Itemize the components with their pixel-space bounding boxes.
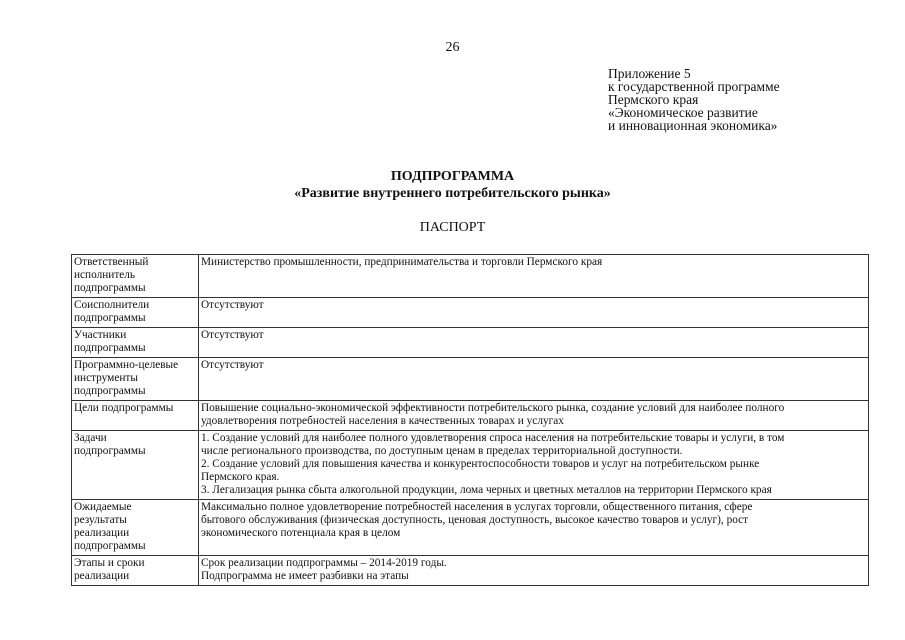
row-label-line: Программно-целевые (74, 359, 179, 371)
row-value-line: экономического потенциала края в целом (201, 527, 401, 539)
row-label-line: подпрограммы (74, 385, 146, 397)
row-value-line: Срок реализации подпрограммы – 2014-2019 годы. (201, 557, 447, 569)
row-value-cell (199, 328, 869, 358)
row-label-cell (72, 556, 199, 586)
row-label-line: Этапы и сроки (74, 557, 145, 569)
row-label-line: Соисполнители (74, 299, 150, 311)
row-label-line: подпрограммы (74, 540, 146, 552)
row-label-cell (72, 500, 199, 556)
row-value-cell (199, 298, 869, 328)
table-row (72, 401, 869, 431)
appendix-line: «Экономическое развитие (608, 105, 758, 120)
row-value-cell (199, 431, 869, 500)
row-label-line: реализации (74, 527, 130, 539)
table-row (72, 255, 869, 298)
row-value-line: бытового обслуживания (физическая доступность, ценовая доступность, высокое качество товаров и услуг), рост (201, 514, 749, 526)
row-label-line: инструменты (74, 372, 138, 384)
row-value-line: числе регионального производства, по доступным ценам в пределах территориальной доступности. (201, 445, 683, 457)
row-value-line: удовлетворения потребностей населения в качественных товарах и услугах (201, 415, 564, 427)
table-row (72, 556, 869, 586)
row-value-line: Пермского края. (201, 471, 280, 483)
row-label-cell (72, 401, 199, 431)
row-value-line: Отсутствуют (201, 359, 264, 371)
row-label-line: подпрограммы (74, 342, 146, 354)
row-label-line: Ответственный (74, 256, 149, 268)
passport-table (71, 254, 869, 586)
table-row (72, 328, 869, 358)
row-label-line: Ожидаемые (74, 501, 132, 513)
table-row (72, 431, 869, 500)
row-value-line: Повышение социально-экономической эффективности потребительского рынка, создание условий для наиболее полного (201, 402, 785, 414)
row-label-cell (72, 358, 199, 401)
row-value-cell (199, 500, 869, 556)
document-title: ПОДПРОГРАММА (390, 169, 515, 184)
row-value-line: Министерство промышленности, предпринимательства и торговли Пермского края (201, 256, 603, 268)
page-number: 26 (445, 40, 460, 55)
appendix-note (608, 67, 780, 132)
row-value-cell (199, 401, 869, 431)
row-value-line: Подпрограмма не имеет разбивки на этапы (201, 570, 409, 582)
row-value-cell (199, 255, 869, 298)
row-label-line: результаты (74, 514, 127, 526)
row-label-line: реализации (74, 570, 130, 582)
row-value-line: 1. Создание условий для наиболее полного удовлетворения спроса населения на потребительские товары и услуги, в том (201, 432, 785, 444)
row-value-line: Отсутствуют (201, 299, 264, 311)
row-label-line: Цели подпрограммы (74, 402, 174, 414)
row-value-line: 3. Легализация рынка сбыта алкогольной продукции, лома черных и цветных металлов на территории Пермского края (201, 484, 772, 496)
document-subtitle: «Развитие внутреннего потребительского рынка» (294, 186, 611, 201)
row-label-line: подпрограммы (74, 282, 146, 294)
row-label-cell (72, 328, 199, 358)
row-label-line: исполнитель (74, 269, 136, 281)
table-row (72, 358, 869, 401)
appendix-line: Пермского края (608, 92, 699, 107)
table-row (72, 298, 869, 328)
row-label-line: Задачи (74, 432, 107, 444)
table-row (72, 500, 869, 556)
row-label-cell (72, 298, 199, 328)
passport-heading: ПАСПОРТ (419, 220, 486, 235)
row-value-line: Отсутствуют (201, 329, 264, 341)
appendix-line: к государственной программе (608, 79, 780, 94)
appendix-line: и инновационная экономика» (608, 118, 778, 133)
appendix-line: Приложение 5 (608, 66, 691, 81)
row-value-cell (199, 556, 869, 586)
row-value-line: Максимально полное удовлетворение потребностей населения в услугах торговли, общественного питания, сфере (201, 501, 753, 513)
row-label-line: подпрограммы (74, 445, 146, 457)
row-value-cell (199, 358, 869, 401)
row-value-line: 2. Создание условий для повышения качества и конкурентоспособности товаров и услуг на потребительском рынке (201, 458, 760, 470)
row-label-cell (72, 431, 199, 500)
row-label-cell (72, 255, 199, 298)
row-label-line: подпрограммы (74, 312, 146, 324)
row-label-line: Участники (74, 329, 127, 341)
